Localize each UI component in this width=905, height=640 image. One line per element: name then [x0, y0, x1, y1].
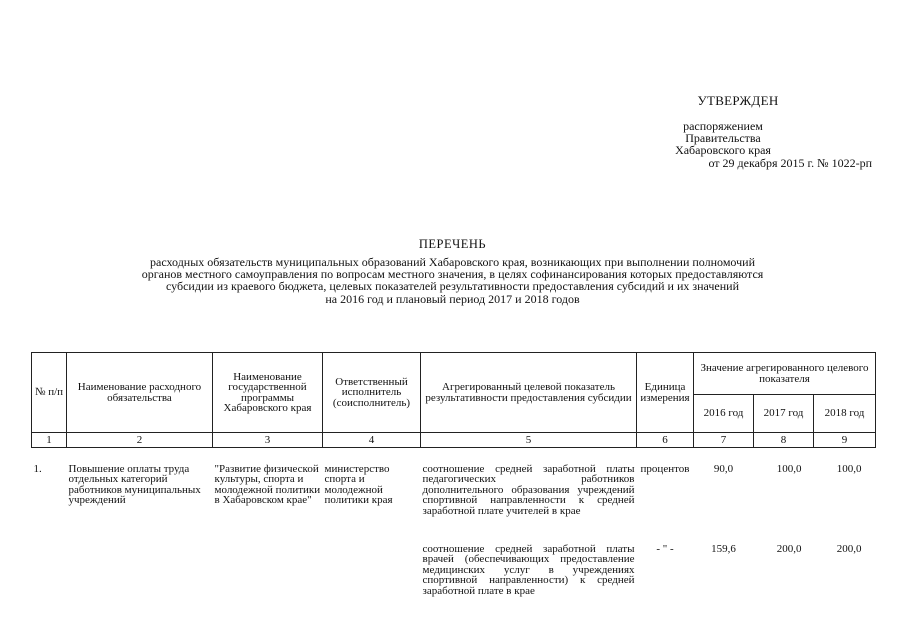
- header-2018: 2018 год: [814, 395, 876, 433]
- header-obligation: Наименование расходного обязательства: [67, 353, 213, 433]
- column-number: 7: [694, 433, 754, 448]
- column-number: 9: [814, 433, 876, 448]
- column-number: 3: [213, 433, 323, 448]
- value-2016: 159,6: [711, 542, 736, 555]
- table-row: [32, 464, 876, 544]
- indicator-text: соотношение средней заработной платы педагогических работников дополнительного образования учреждений спортивной направленности к средней заработной плате учителей в крае: [422, 462, 635, 517]
- obligations-table: [31, 352, 876, 596]
- value-2017: 200,0: [776, 542, 802, 555]
- header-unit: Единица измерения: [637, 353, 694, 433]
- column-number: 1: [32, 433, 67, 448]
- column-number: 8: [754, 433, 814, 448]
- column-number: 4: [323, 433, 421, 448]
- subtitle-line: расходных обязательств муниципальных образований Хабаровского края, возникающих при выполнении полномочий: [150, 255, 755, 269]
- value-2016: 90,0: [713, 462, 734, 475]
- column-number-row: [32, 433, 876, 448]
- header-num: № п/п: [32, 353, 67, 433]
- indicator-unit: - " -: [656, 542, 674, 555]
- row-num: 1.: [33, 462, 42, 475]
- header-indicator: Агрегированный целевой показатель результативности предоставления субсидии: [421, 353, 637, 433]
- approval-heading: УТВЕРЖДЕН: [697, 93, 779, 108]
- document-subtitle: [40, 256, 865, 305]
- indicator-text: соотношение средней заработной платы врачей (обеспечивающих предоставление медицинских услуг в учреждениях спортивной направленности) к средней заработной плате в крае: [422, 542, 635, 597]
- header-2017: 2017 год: [754, 395, 814, 433]
- column-number: 5: [421, 433, 637, 448]
- header-program: Наименование государственной программы Хабаровского края: [213, 353, 323, 433]
- approval-order: от 29 декабря 2015 г. № 1022-рп: [708, 156, 872, 170]
- approval-line: распоряжением: [683, 119, 763, 133]
- approval-line: Хабаровского края: [675, 143, 771, 157]
- row-executor: министерство спорта и молодежной политики края: [324, 462, 393, 506]
- column-number: 6: [637, 433, 694, 448]
- approval-block: [633, 94, 813, 156]
- subtitle-line: субсидии из краевого бюджета, целевых показателей результативности предоставления субсидий и их значений: [165, 279, 740, 294]
- header-value-group: Значение агрегированного целевого показателя: [694, 353, 876, 395]
- header-2016: 2016 год: [694, 395, 754, 433]
- column-number: 2: [67, 433, 213, 448]
- subtitle-line: на 2016 год и плановый период 2017 и 2018 годов: [325, 291, 580, 306]
- document-title: ПЕРЕЧЕНЬ: [418, 237, 487, 251]
- value-2018: 200,0: [836, 542, 862, 555]
- header-executor: Ответственный исполнитель (соисполнитель): [323, 353, 421, 433]
- row-obligation: Повышение оплаты труда отдельных категорий работников муниципальных учреждений: [68, 462, 201, 506]
- value-2018: 100,0: [836, 462, 862, 475]
- row-program: "Развитие физической культуры, спорта и молодежной политики в Хабаровском крае": [214, 462, 321, 506]
- approval-line: Правительства: [685, 131, 761, 145]
- value-2017: 100,0: [776, 462, 802, 475]
- subtitle-line: органов местного самоуправления по вопросам местного значения, в целях софинансирования которых предоставляются: [141, 267, 764, 282]
- indicator-unit: процентов: [640, 462, 690, 475]
